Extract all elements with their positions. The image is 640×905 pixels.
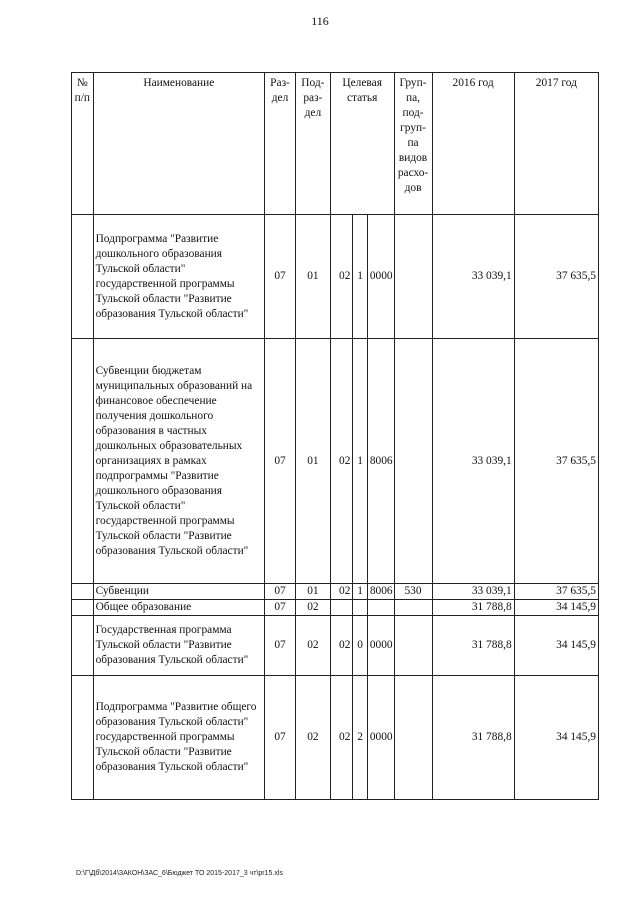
row-amount-2017: 37 635,5 bbox=[514, 215, 598, 339]
header-name: Наименование bbox=[93, 73, 265, 215]
header-razdel: Раз-дел bbox=[265, 73, 296, 215]
row-podrazdel: 01 bbox=[295, 339, 330, 584]
row-gruppa: 530 bbox=[394, 584, 432, 600]
header-2016: 2016 год bbox=[432, 73, 514, 215]
row-cs-program: 02 bbox=[330, 616, 353, 676]
table-row bbox=[72, 600, 599, 616]
row-no bbox=[72, 215, 94, 339]
row-cs-direction: 0000 bbox=[367, 676, 394, 800]
row-name: Субвенции бюджетам муниципальных образований на финансовое обеспечение получения дошкольного образования в частных дошкольных образовательных организациях в рамках подпрограммы "Развитие дошкольного образования Тульской области" государственной программы Тульской области "Развитие образования Тульской области" bbox=[93, 339, 265, 584]
row-gruppa bbox=[394, 616, 432, 676]
row-cs-program: 02 bbox=[330, 339, 353, 584]
row-no bbox=[72, 676, 94, 800]
row-no bbox=[72, 339, 94, 584]
row-amount-2017: 34 145,9 bbox=[514, 600, 598, 616]
row-no bbox=[72, 616, 94, 676]
row-cs-direction: 8006 bbox=[367, 584, 394, 600]
row-razdel: 07 bbox=[265, 215, 296, 339]
row-cs-subprogram: 0 bbox=[353, 616, 367, 676]
row-cs-program: 02 bbox=[330, 215, 353, 339]
row-cs-direction: 0000 bbox=[367, 616, 394, 676]
row-cs-subprogram: 1 bbox=[353, 339, 367, 584]
row-podrazdel: 02 bbox=[295, 600, 330, 616]
row-gruppa bbox=[394, 676, 432, 800]
row-podrazdel: 02 bbox=[295, 616, 330, 676]
row-podrazdel: 01 bbox=[295, 215, 330, 339]
row-cs-direction: 8006 bbox=[367, 339, 394, 584]
header-2017: 2017 год bbox=[514, 73, 598, 215]
row-amount-2016: 31 788,8 bbox=[432, 616, 514, 676]
table-row bbox=[72, 616, 599, 676]
row-gruppa bbox=[394, 339, 432, 584]
row-cs-program: 02 bbox=[330, 584, 353, 600]
table-row bbox=[72, 676, 599, 800]
row-amount-2016: 31 788,8 bbox=[432, 676, 514, 800]
header-gruppa: Груп-па, под-груп-па видов расхо-дов bbox=[394, 73, 432, 215]
row-amount-2017: 37 635,5 bbox=[514, 339, 598, 584]
row-cs-program: 02 bbox=[330, 676, 353, 800]
row-razdel: 07 bbox=[265, 339, 296, 584]
table-body bbox=[72, 215, 599, 800]
header-celevaya-statya: Целевая статья bbox=[330, 73, 394, 215]
row-podrazdel: 02 bbox=[295, 676, 330, 800]
row-cs-subprogram: 1 bbox=[353, 584, 367, 600]
row-cs-direction bbox=[367, 600, 394, 616]
footer-file-path: D:\Г\Дб\2014\ЗАКОН\ЗАС_6\Бюджет ТО 2015-2017_3 чт\pr15.xls bbox=[76, 870, 283, 877]
row-amount-2016: 31 788,8 bbox=[432, 600, 514, 616]
row-razdel: 07 bbox=[265, 676, 296, 800]
row-cs-program bbox=[330, 600, 353, 616]
row-cs-subprogram: 2 bbox=[353, 676, 367, 800]
table-row bbox=[72, 215, 599, 339]
row-name: Субвенции bbox=[93, 584, 265, 600]
budget-table bbox=[71, 72, 599, 800]
row-no bbox=[72, 600, 94, 616]
row-name: Государственная программа Тульской области "Развитие образования Тульской области" bbox=[93, 616, 265, 676]
header-no: № п/п bbox=[72, 73, 94, 215]
row-razdel: 07 bbox=[265, 616, 296, 676]
row-razdel: 07 bbox=[265, 600, 296, 616]
row-cs-subprogram bbox=[353, 600, 367, 616]
row-name: Подпрограмма "Развитие дошкольного образования Тульской области" государственной программы Тульской области "Развитие образования Тульской области" bbox=[93, 215, 265, 339]
row-no bbox=[72, 584, 94, 600]
row-amount-2017: 34 145,9 bbox=[514, 676, 598, 800]
row-amount-2017: 34 145,9 bbox=[514, 616, 598, 676]
page-number: 116 bbox=[311, 14, 329, 28]
row-cs-direction: 0000 bbox=[367, 215, 394, 339]
row-amount-2016: 33 039,1 bbox=[432, 584, 514, 600]
table-row bbox=[72, 584, 599, 600]
header-podrazdel: Под-раз-дел bbox=[295, 73, 330, 215]
row-podrazdel: 01 bbox=[295, 584, 330, 600]
table-row bbox=[72, 339, 599, 584]
table-header-row bbox=[72, 73, 599, 215]
row-amount-2016: 33 039,1 bbox=[432, 215, 514, 339]
row-amount-2016: 33 039,1 bbox=[432, 339, 514, 584]
row-amount-2017: 37 635,5 bbox=[514, 584, 598, 600]
row-cs-subprogram: 1 bbox=[353, 215, 367, 339]
row-name: Подпрограмма "Развитие общего образования Тульской области" государственной программы Тульской области "Развитие образования Тульской области" bbox=[93, 676, 265, 800]
row-name: Общее образование bbox=[93, 600, 265, 616]
row-razdel: 07 bbox=[265, 584, 296, 600]
row-gruppa bbox=[394, 215, 432, 339]
row-gruppa bbox=[394, 600, 432, 616]
